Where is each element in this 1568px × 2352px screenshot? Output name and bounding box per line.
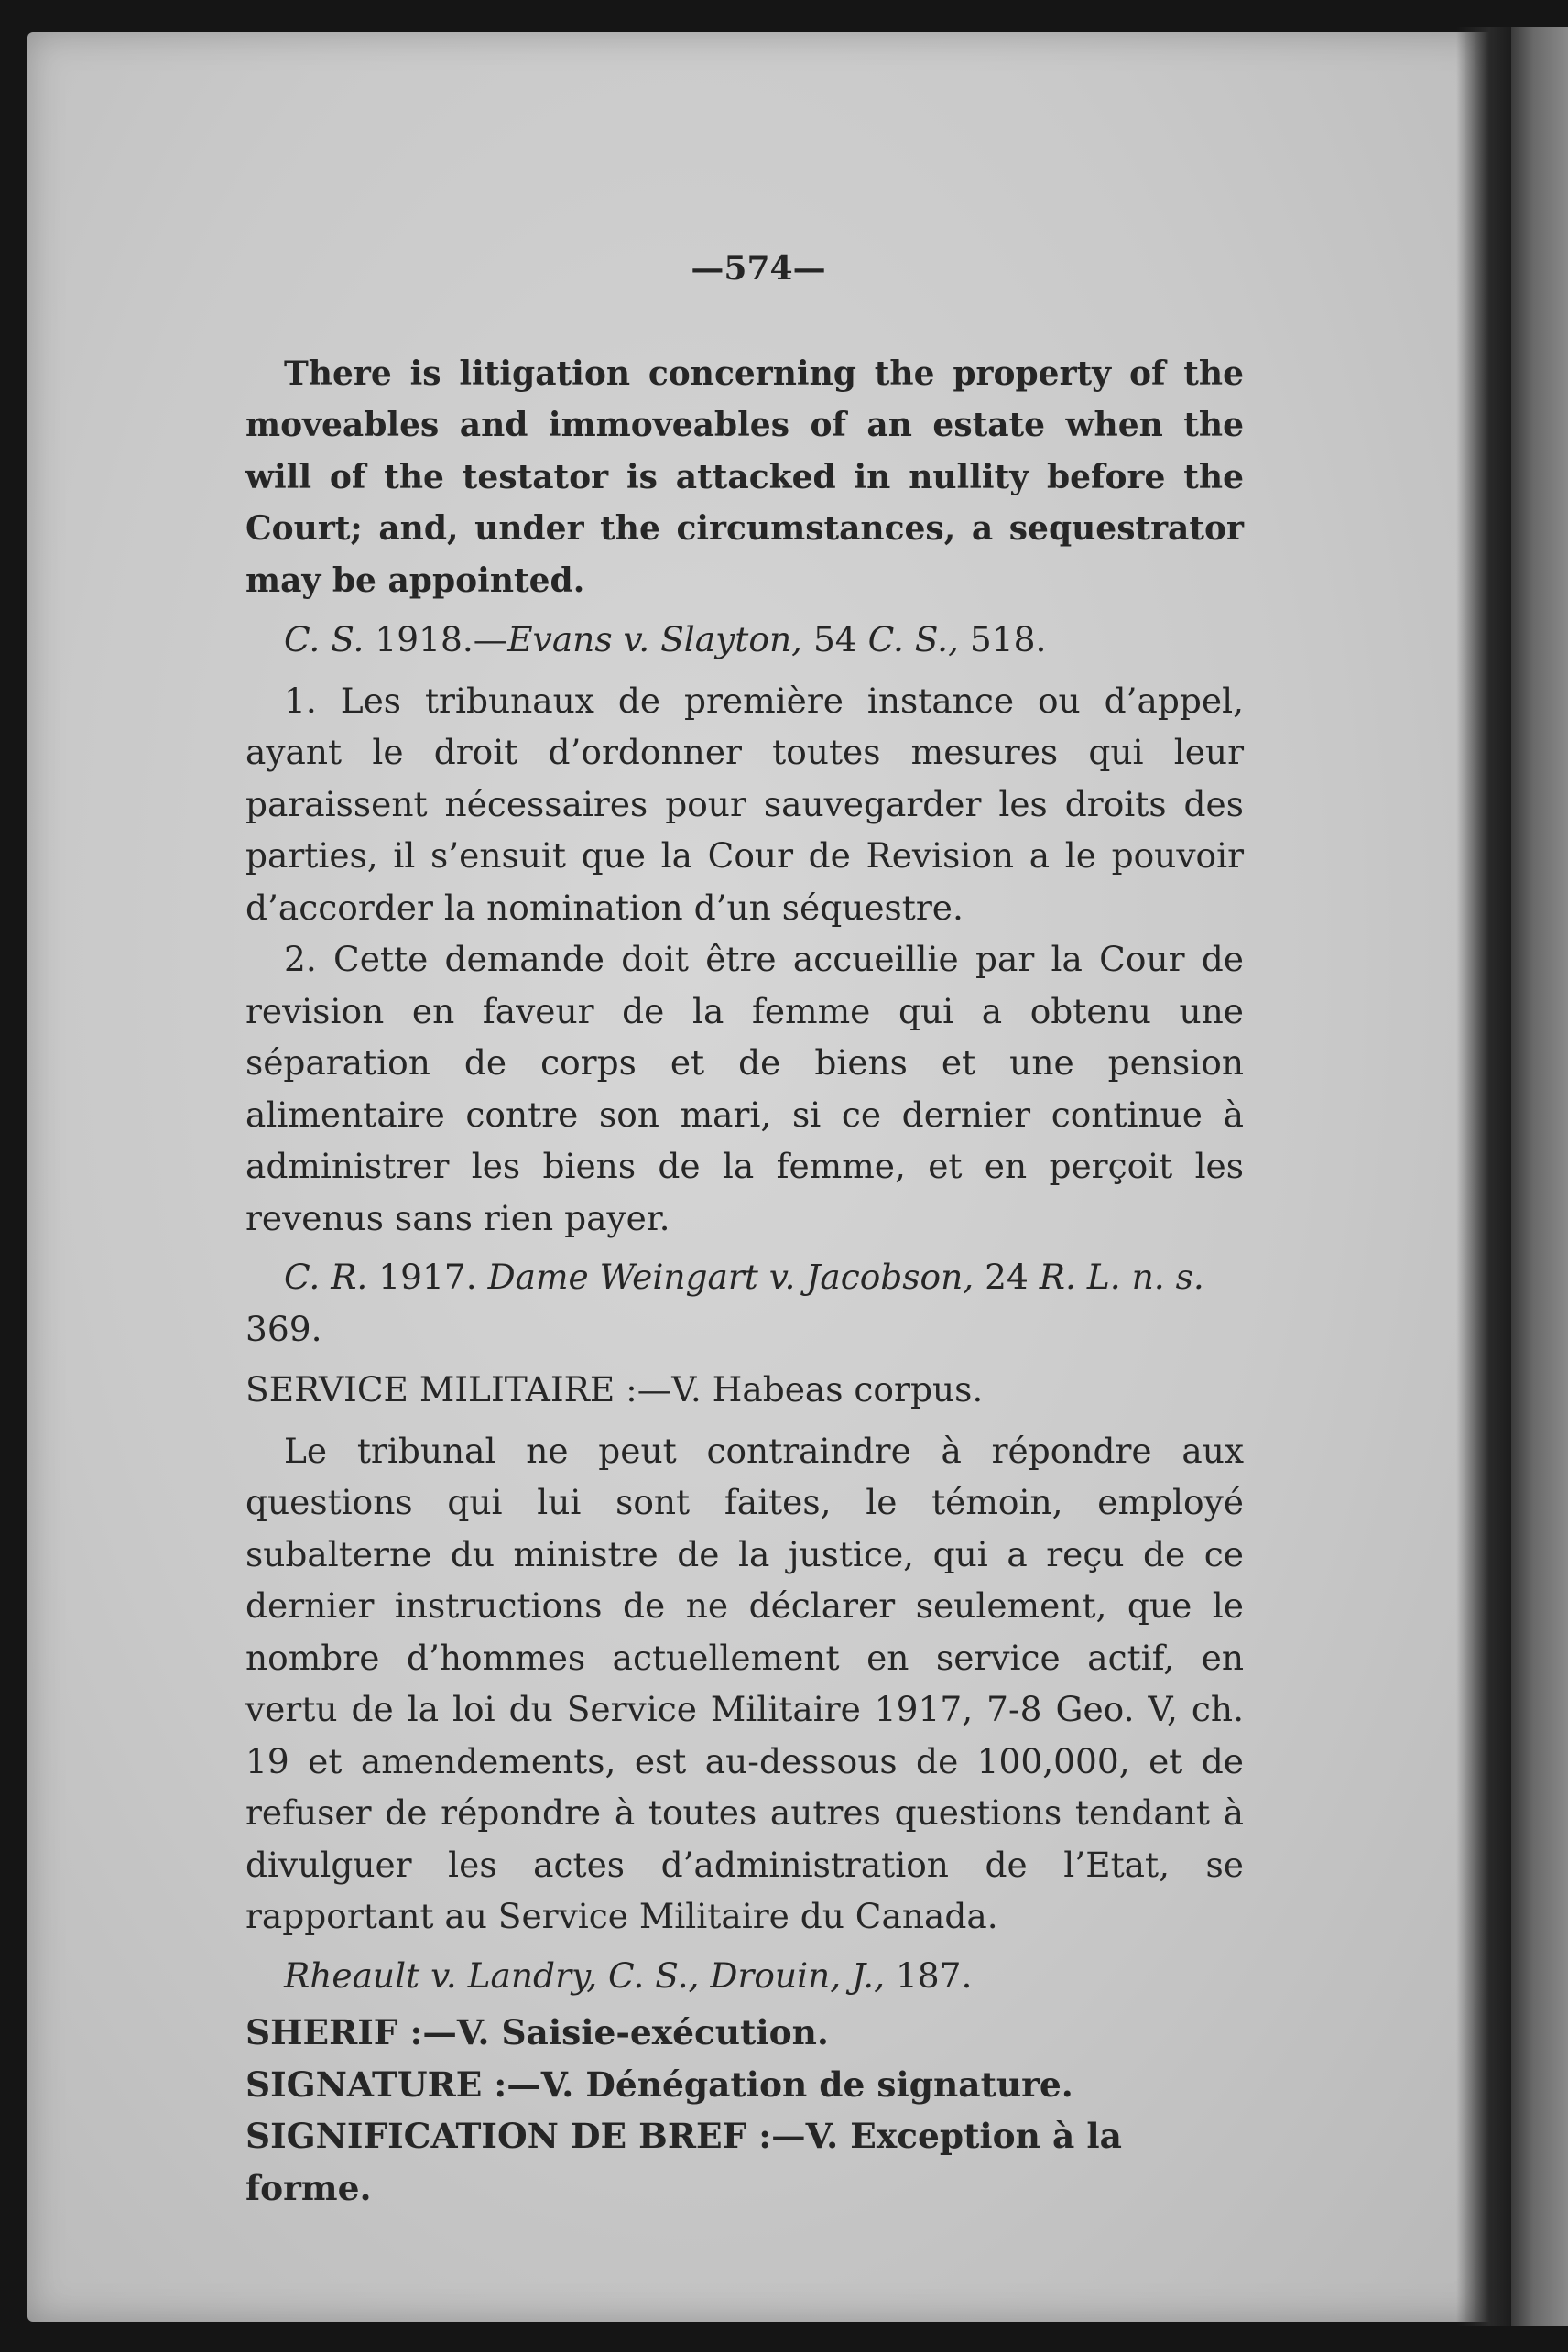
- citation-page: 187.: [895, 1955, 973, 1996]
- page-text: [245, 243, 1244, 2214]
- citation-court: C. S.: [284, 619, 365, 659]
- citation-evans-slayton: [245, 614, 1244, 666]
- heading-service-militaire: SERVICE MILITAIRE :—V. Habeas corpus.: [245, 1369, 984, 1410]
- service-militaire-paragraph: Le tribunal ne peut contraindre à répondre aux questions qui lui sont faites, le témoin, employé subalterne du ministre de la justice, qui a reçu de ce dernier instructions de ne déclarer seulement, que le nombre d’hommes actuellement en service actif, en vertu de la loi du Service Militaire 1917, 7-8 Geo. V, ch. 19 et amendements, est au-dessous de 100,000, et de refuser de répondre à toutes autres questions tendant à divulguer les actes d’administration de l’Etat, se rapportant au Service Militaire du Canada.: [245, 1430, 1244, 1936]
- citation-rheault-landry: [245, 1950, 1244, 2002]
- citation-court: C. R.: [284, 1257, 368, 1297]
- citation-page: 369.: [245, 1308, 322, 1349]
- heading-signification-de-bref: SIGNIFICATION DE BREF :—V. Exception à la forme.: [245, 2116, 1122, 2208]
- citation-reporter: R. L. n. s.: [1039, 1257, 1204, 1297]
- citation-volume: 24: [985, 1257, 1029, 1297]
- citation-reporter: C. S.,: [867, 619, 959, 659]
- citation-year: 1918.—: [375, 619, 508, 659]
- heading-signature: SIGNATURE :—V. Dénégation de signature.: [245, 2063, 1073, 2105]
- citation-volume: 54: [812, 619, 857, 659]
- citation-case: Rheault v. Landry, C. S., Drouin, J.,: [284, 1955, 886, 1996]
- adjacent-page-edge: [1511, 27, 1568, 2326]
- page-number: —574—: [691, 249, 826, 288]
- citation-year: 1917.: [378, 1257, 477, 1297]
- citation-case: Evans v. Slayton,: [507, 619, 803, 659]
- citation-page: 518.: [969, 619, 1047, 659]
- english-summary-paragraph: There is litigation concerning the property of the moveables and immoveables of an estate when the will of the testator is attacked in nullity before the Court; and, under the circumstances, a sequestrator may be appointed.: [245, 354, 1244, 600]
- citation-case: Dame Weingart v. Jacobson,: [487, 1257, 975, 1297]
- heading-sherif: SHERIF :—V. Saisie-exécution.: [245, 2012, 829, 2053]
- numbered-paragraph-2: 2. Cette demande doit être accueillie par la Cour de revision en faveur de la femme qui a obtenu une séparation de corps et de biens et une pension alimentaire contre son mari, si ce dernier continue à administrer les biens de la femme, et en perçoit les revenus sans rien payer.: [245, 939, 1244, 1238]
- page-gutter-shadow: [1456, 27, 1511, 2326]
- citation-weingart-jacobson: [245, 1251, 1244, 1355]
- numbered-paragraph-1: 1. Les tribunaux de première instance ou d’appel, ayant le droit d’ordonner toutes mesures qui leur paraissent nécessaires pour sauvegarder les droits des parties, il s’ensuit que la Cour de Revision a le pouvoir d’accorder la nomination d’un séquestre.: [245, 680, 1244, 928]
